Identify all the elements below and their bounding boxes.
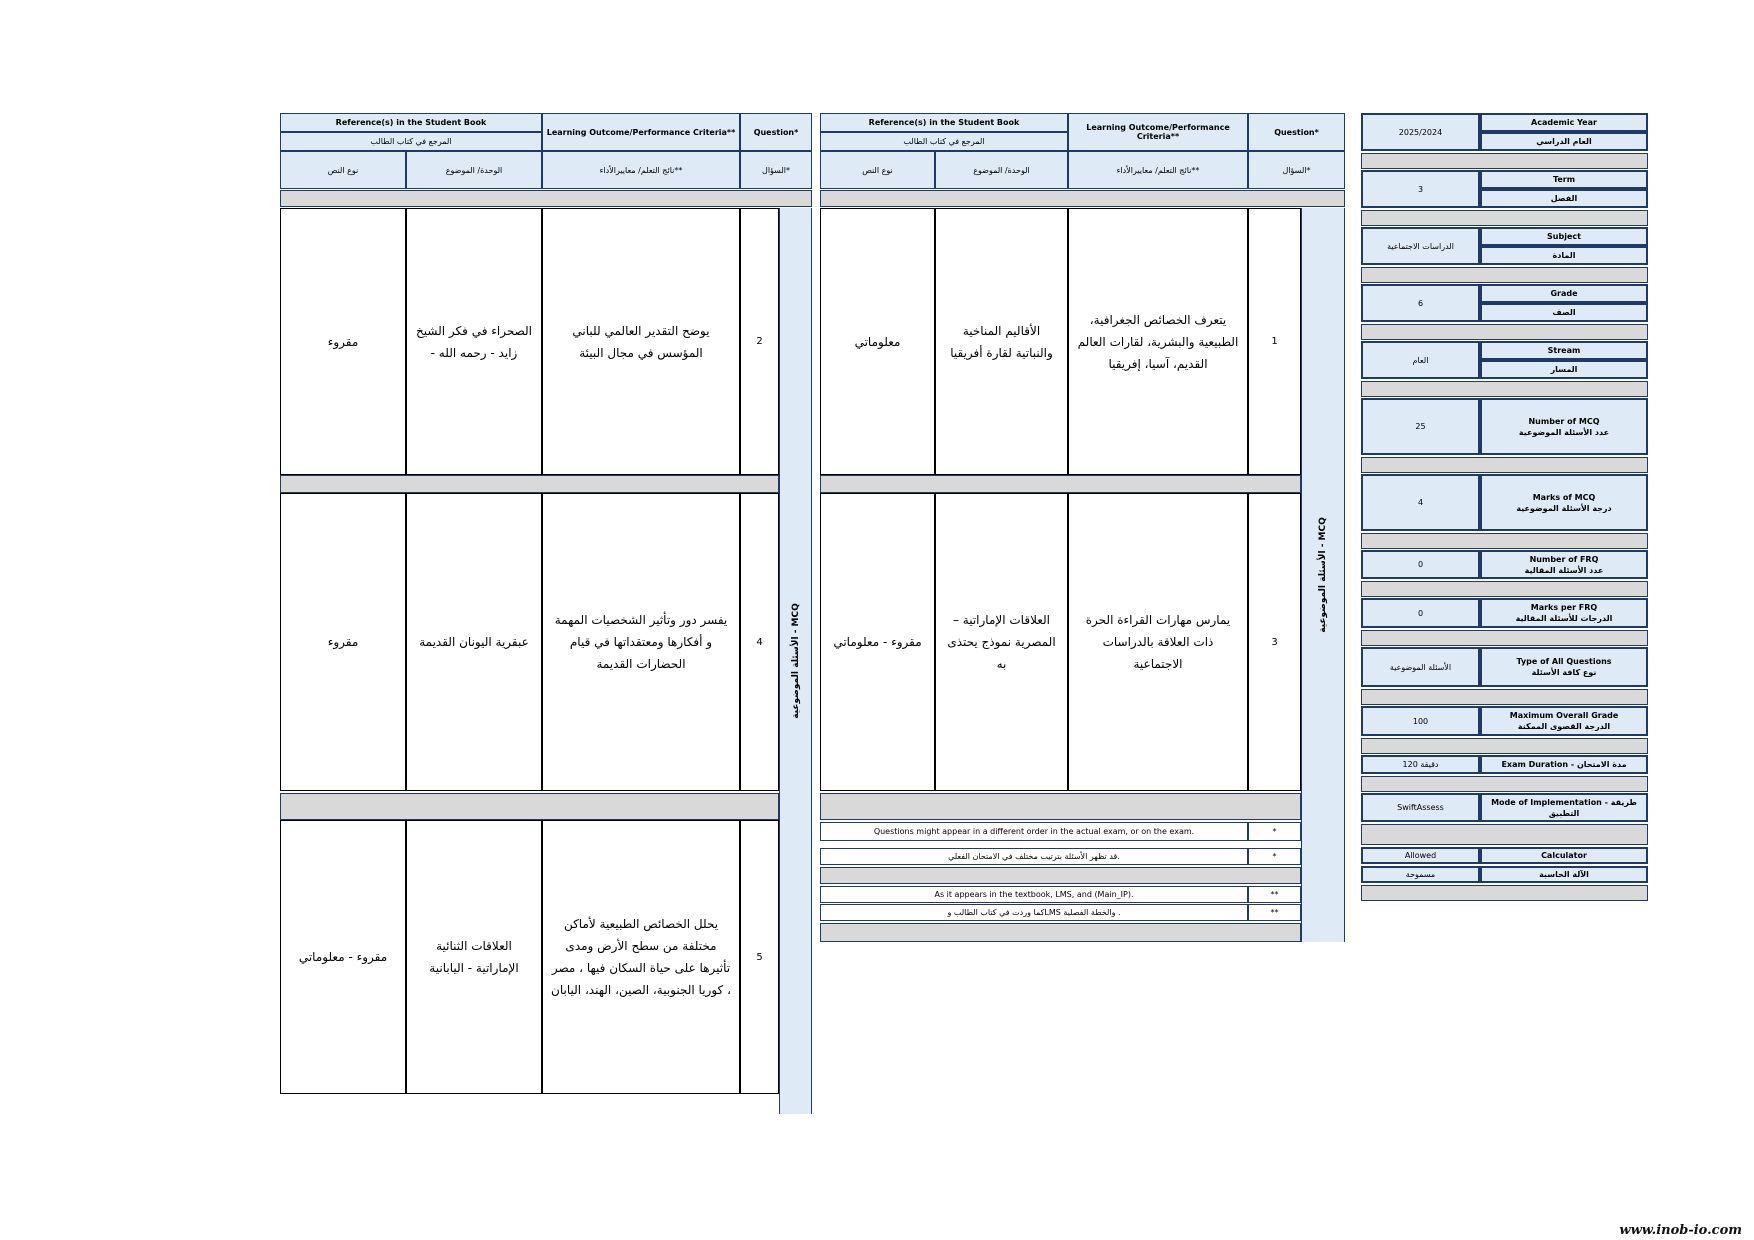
info-label-ar: الدرجة القصوى الممكنة — [1517, 722, 1611, 731]
info-label — [1480, 866, 1648, 883]
section-label-vertical — [779, 208, 812, 1114]
unit-header: الوحدة/ الموضوع — [935, 151, 1068, 189]
note-text: قد تظهر الأسئلة بترتيب مختلف في الامتحان الفعلي. — [820, 848, 1248, 865]
separator — [820, 475, 1301, 493]
note-text: As it appears in the textbook, LMS, and (Main_IP). — [820, 886, 1248, 903]
unit-cell: عبقرية اليونان القديمة — [406, 493, 542, 791]
info-label-en: Term — [1480, 170, 1648, 189]
info-label-en: Mode of Implementation - طريقة التطبيق — [1491, 797, 1637, 818]
question-header-en: Question* — [1248, 113, 1345, 151]
lo-header-en: Learning Outcome/Performance Criteria** — [1068, 113, 1248, 151]
separator — [1361, 824, 1648, 845]
info-value: الدراسات الاجتماعية — [1361, 227, 1480, 265]
outcome-cell: يمارس مهارات القراءة الحرة ذات العلاقة بالدراسات الاجتماعية — [1068, 493, 1248, 791]
section-label: MCQ - الأسئلة الموضوعية — [1318, 517, 1328, 633]
info-label-ar: الصف — [1480, 303, 1648, 322]
note-mark: ** — [1248, 886, 1301, 903]
ref-header-ar: المرجع في كتاب الطالب — [820, 132, 1068, 151]
note-mark: * — [1248, 822, 1301, 841]
separator — [1361, 689, 1648, 705]
separator — [280, 475, 779, 493]
separator — [820, 923, 1301, 942]
question-number: 3 — [1248, 493, 1301, 791]
info-label-ar: المسار — [1480, 360, 1648, 379]
separator — [1361, 885, 1648, 901]
info-value: 6 — [1361, 284, 1480, 322]
info-label — [1480, 647, 1648, 687]
separator — [280, 190, 812, 207]
info-label — [1480, 550, 1648, 579]
info-label-ar: درجة الأسئلة الموضوعية — [1516, 503, 1612, 513]
separator — [1361, 210, 1648, 226]
note-mark: ** — [1248, 904, 1301, 921]
outcome-cell: يوضح التقدير العالمي للباني المؤسس في مجال البيئة — [542, 208, 740, 475]
question-number: 2 — [740, 208, 779, 475]
info-value: SwiftAssess — [1361, 793, 1480, 822]
info-value: 25 — [1361, 398, 1480, 455]
ref-header-en: Reference(s) in the Student Book — [280, 113, 542, 132]
info-label-en: Calculator — [1541, 851, 1587, 860]
separator — [820, 190, 1345, 207]
section-label: MCQ - الأسئلة الموضوعية — [790, 603, 801, 719]
note-mark: * — [1248, 848, 1301, 865]
info-label-en: Stream — [1480, 341, 1648, 360]
text-type-cell: مقروء — [280, 208, 406, 475]
info-label-ar: العام الدراسي — [1480, 132, 1648, 151]
ref-header-ar: المرجع في كتاب الطالب — [280, 132, 542, 151]
question-number: 5 — [740, 820, 779, 1094]
text-type-cell: مقروء - معلوماتي — [280, 820, 406, 1094]
note-text: كما وردت في كتاب الطالب وLMS والخطة الفصلية . — [820, 904, 1248, 921]
info-label-ar: عدد الأسئلة المقالية — [1524, 565, 1604, 575]
separator — [1361, 581, 1648, 597]
separator — [820, 867, 1301, 884]
unit-header: الوحدة/ الموضوع — [406, 151, 542, 189]
info-label-en: Exam Duration - مدة الامتحان — [1501, 760, 1627, 769]
question-number: 1 — [1248, 208, 1301, 475]
info-label — [1480, 847, 1648, 864]
question-header-ar: السؤال* — [1248, 151, 1345, 189]
info-label-en: Academic Year — [1480, 113, 1648, 132]
info-value: الأسئلة الموضوعية — [1361, 647, 1480, 687]
info-label-en: Maximum Overall Grade — [1509, 711, 1619, 720]
info-label — [1480, 598, 1648, 628]
info-label — [1480, 398, 1648, 455]
question-number: 4 — [740, 493, 779, 791]
section-label-vertical — [1301, 208, 1345, 942]
info-label-en: Type of All Questions — [1516, 657, 1612, 666]
separator — [820, 793, 1301, 820]
separator — [280, 793, 779, 820]
info-label-en: Number of MCQ — [1528, 416, 1600, 426]
unit-cell: الأقاليم المناخية والنباتية لقارة أفريقيا — [935, 208, 1068, 475]
separator — [1361, 381, 1648, 397]
unit-cell: العلاقات الإماراتية – المصرية نموذج يحتذى به — [935, 493, 1068, 791]
note-text: Questions might appear in a different order in the actual exam, or on the exam. — [820, 822, 1248, 841]
info-label — [1480, 474, 1648, 531]
info-label — [1480, 706, 1648, 736]
unit-cell: العلاقات الثنائية الإماراتية - اليابانية — [406, 820, 542, 1094]
info-value: 120 دقيقة — [1361, 755, 1480, 774]
separator — [1361, 153, 1648, 169]
info-label-en: الآلة الحاسبة — [1539, 870, 1589, 879]
separator — [1361, 776, 1648, 792]
text-type-cell: مقروء - معلوماتي — [820, 493, 935, 791]
info-label-ar: المادة — [1480, 246, 1648, 265]
info-label-en: Subject — [1480, 227, 1648, 246]
info-label-en: Marks of MCQ — [1532, 492, 1596, 502]
question-header-ar: السؤال* — [740, 151, 812, 189]
info-value: 3 — [1361, 170, 1480, 208]
unit-cell: الصحراء في فكر الشيخ زايد - رحمه الله - — [406, 208, 542, 475]
footer-url: www.inob-io.com — [1619, 1223, 1742, 1238]
text-type-cell: معلوماتي — [820, 208, 935, 475]
text-type-cell: مقروء — [280, 493, 406, 791]
separator — [1361, 457, 1648, 473]
text-type-header: نوع النص — [820, 151, 935, 189]
separator — [1361, 738, 1648, 754]
info-value: العام — [1361, 341, 1480, 379]
info-label-ar: الدرجات للأسئلة المقالية — [1515, 614, 1613, 623]
question-header-en: Question* — [740, 113, 812, 151]
outcome-cell: يفسر دور وتأثير الشخصيات المهمة و أفكارها ومعتقداتها في قيام الحضارات القديمة — [542, 493, 740, 791]
text-type-header: نوع النص — [280, 151, 406, 189]
info-label-en: Number of FRQ — [1529, 554, 1599, 564]
info-label-ar: الفصل — [1480, 189, 1648, 208]
info-value: 100 — [1361, 706, 1480, 736]
info-label-en: Grade — [1480, 284, 1648, 303]
outcome-cell: يتعرف الخصائص الجغرافية، الطبيعية والبشرية، لقارات العالم القديم، آسيا، إفريقيا — [1068, 208, 1248, 475]
info-value: 2025/2024 — [1361, 113, 1480, 151]
lo-header-ar: نائج التعلم/ معاييرالأداء** — [1068, 151, 1248, 189]
info-label-ar: نوع كافة الأسئلة — [1531, 668, 1597, 677]
separator — [1361, 533, 1648, 549]
info-value: Allowed — [1361, 847, 1480, 864]
info-label-en: Marks per FRQ — [1530, 603, 1598, 612]
ref-header-en: Reference(s) in the Student Book — [820, 113, 1068, 132]
info-label-ar: عدد الأسئلة الموضوعية — [1518, 427, 1610, 437]
lo-header-en: Learning Outcome/Performance Criteria** — [542, 113, 740, 151]
info-value: 4 — [1361, 474, 1480, 531]
info-value: 0 — [1361, 550, 1480, 579]
info-label — [1480, 793, 1648, 822]
info-value: مسموحة — [1361, 866, 1480, 883]
separator — [1361, 630, 1648, 646]
lo-header-ar: نائج التعلم/ معاييرالأداء** — [542, 151, 740, 189]
separator — [1361, 267, 1648, 283]
info-value: 0 — [1361, 598, 1480, 628]
separator — [1361, 324, 1648, 340]
outcome-cell: يحلل الخصائص الطبيعية لأماكن مختلفة من سطح الأرض ومدى تأثيرها على حياة السكان فيها ، مصر ، كوريا الجنوبية، الصين، الهند، اليابان — [542, 820, 740, 1094]
info-label — [1480, 755, 1648, 774]
